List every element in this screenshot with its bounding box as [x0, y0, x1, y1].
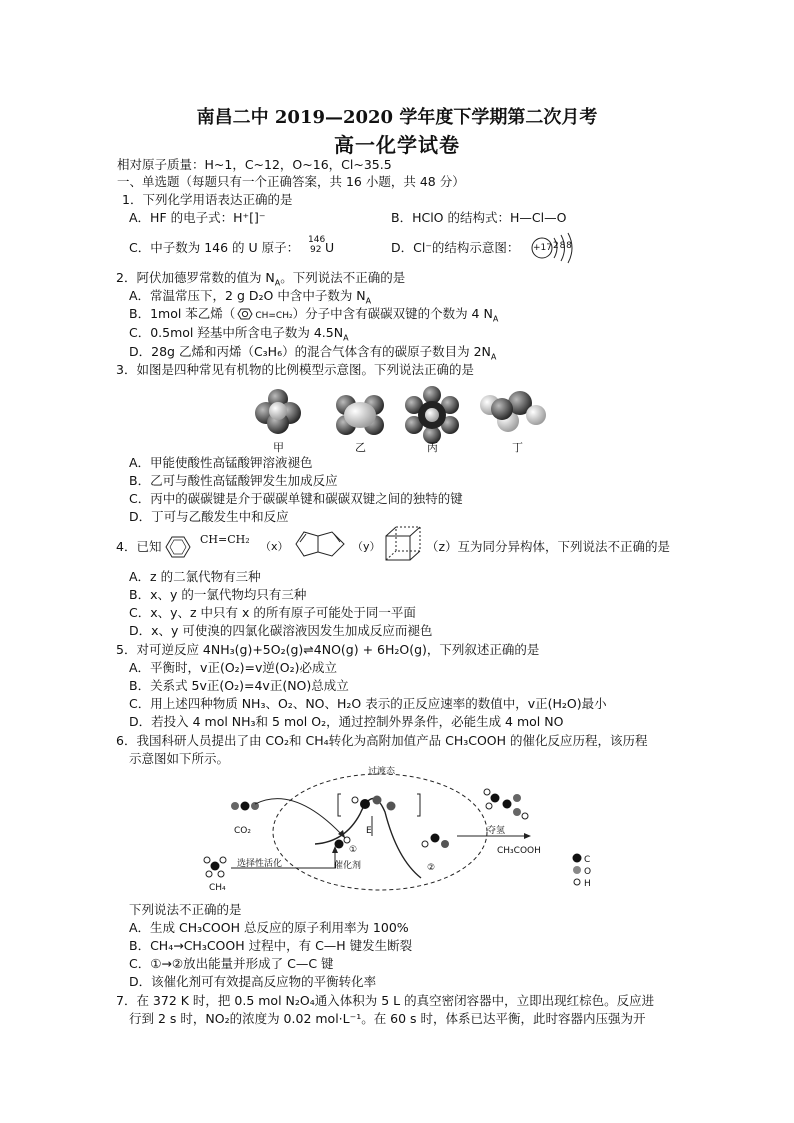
styrene-vinyl-label: CH=CH₂: [200, 533, 250, 546]
step2-label: ②: [427, 863, 436, 873]
q4-stem-start: 4．已知: [116, 539, 162, 554]
q5-option-d: D．若投入 4 mol NH₃和 5 mol O₂，通过控制外界条件，必能生成 4 mol NO: [129, 714, 564, 729]
q1-atomic-number: 92: [310, 245, 322, 255]
q3-option-a: A．甲能使酸性高锰酸钾溶液褪色: [129, 455, 313, 470]
q7-line2: 行到 2 s 时，NO₂的浓度为 0.02 mol·L⁻¹。在 60 s 时，体系已达平衡，此时容器内压强为开: [129, 1011, 646, 1026]
q6-stem-line2: 示意图如下所示。: [129, 751, 230, 766]
legend-h: H: [584, 879, 591, 889]
q5-option-c: C．用上述四种物质 NH₃、O₂、NO、H₂O 表示的正反应速率的数值中，v正(H₂O)最小: [129, 696, 607, 711]
benzene-model: [405, 386, 459, 444]
q3-option-d: D．丁可与乙酸发生中和反应: [129, 509, 289, 524]
ethanol-model: [480, 391, 546, 432]
page-subtitle: 高一化学试卷: [334, 133, 460, 157]
q4-option-d: D．x、y 可使溴的四氯化碳溶液因发生加成反应而褪色: [129, 623, 433, 638]
transition-region: [273, 774, 487, 890]
benzene-ring-icon: [235, 308, 255, 320]
q3-stem: 3．如图是四种常见有机物的比例模型示意图。下列说法正确的是: [116, 362, 474, 377]
q1-option-c: C．中子数为 146 的 U 原子：: [129, 240, 300, 255]
hydrogen-capture-label: 夺氢: [487, 826, 506, 836]
q1-option-a: A．HF 的电子式：H⁺[]⁻: [129, 210, 266, 225]
q6-stem-line1: 6．我国科研人员提出了由 CO₂和 CH₄转化为高附加值产品 CH₃COOH 的催化反应历程，该历程: [116, 733, 648, 748]
catalyst-label: 催化剂: [334, 861, 362, 871]
cubane-structure: [382, 524, 426, 564]
model-label-bing: 丙: [427, 441, 438, 454]
q1-symbol: U: [325, 240, 335, 255]
q4-option-b: B．x、y 的一氯代物均只有三种: [129, 587, 307, 602]
q1-option-d: D．Cl⁻的结构示意图：: [391, 240, 520, 255]
q3-option-c: C．丙中的碳碳键是介于碳碳单键和碳碳双键之间的独特的键: [129, 491, 463, 506]
label-y: （y）: [352, 540, 381, 553]
atomic-masses: 相对原子质量：H~1，C~12，O~16，Cl~35.5: [117, 157, 392, 172]
reaction-mechanism-figure: [195, 764, 605, 896]
q5-option-b: B．关系式 5v正(O₂)=4v正(NO)总成立: [129, 678, 349, 693]
co2-label: CO₂: [234, 826, 251, 836]
model-label-jia: 甲: [273, 441, 284, 454]
co2-arrow: [255, 799, 345, 838]
page-title: 南昌二中 2019—2020 学年度下学期第二次月考: [196, 107, 598, 128]
q1-mass-number: 146: [308, 235, 326, 245]
q4-option-c: C．x、y、z 中只有 x 的所有原子可能处于同一平面: [129, 605, 416, 620]
q5-stem: 5．对可逆反应 4NH₃(g)+5O₂(g)⇌4NO(g) + 6H₂O(g)，下列叙述正确的是: [116, 642, 540, 657]
q4-option-a: A．z 的二氯代物有三种: [129, 569, 261, 584]
cl-nucleus-label: +17: [533, 243, 552, 253]
section-heading: 一、单选题（每题只有一个正确答案，共 16 小题，共 48 分）: [117, 174, 465, 189]
styrene-structure: [162, 530, 202, 560]
q2-option-a: A．常温常压下，2 g D₂O 中含中子数为 $N_A$: [129, 288, 372, 306]
label-x: （x）: [260, 540, 289, 553]
q4-stem-end: （z）互为同分异构体，下列说法不正确的是: [426, 539, 671, 554]
q2-stem: 2．阿伏加德罗常数的值为 $N_A$。下列说法不正确的是: [116, 270, 406, 288]
selective-activation-label: 选择性活化: [237, 859, 283, 869]
q1-option-b: B．HClO 的结构式：H—Cl—O: [391, 210, 567, 225]
cl-shell-electrons: 2 8 8: [553, 241, 571, 251]
q2-option-d: D．28g 乙烯和丙烯（C₃H₆）的混合气体含有的碳原子数目为 $2N_A$: [129, 344, 497, 362]
q5-option-a: A．平衡时，v正(O₂)=v逆(O₂)必成立: [129, 660, 338, 675]
model-label-ding: 丁: [512, 441, 523, 454]
molecule-models-figure: [250, 383, 550, 449]
q6-lead: 下列说法不正确的是: [129, 902, 242, 917]
transition-state-label: 过渡态: [368, 767, 396, 777]
q6-option-b: B．CH₄→CH₃COOH 过程中，有 C—H 键发生断裂: [129, 938, 413, 953]
q1-stem: 1．下列化学用语表达正确的是: [122, 192, 293, 207]
q7-line1: 7．在 372 K 时，把 0.5 mol N₂O₄通入体积为 5 L 的真空密闭容器中，立即出现红棕色。反应进: [116, 993, 655, 1008]
model-label-yi: 乙: [355, 441, 366, 454]
q6-option-d: D．该催化剂可有效提高反应物的平衡转化率: [129, 974, 377, 989]
energy-label: E: [366, 826, 372, 836]
q6-option-a: A．生成 CH₃COOH 总反应的原子利用率为 100%: [129, 920, 409, 935]
q3-option-b: B．乙可与酸性高锰酸钾发生加成反应: [129, 473, 338, 488]
ethylene-model: [336, 395, 384, 435]
bicyclic-diene-structure: [292, 526, 352, 562]
legend-o: O: [584, 867, 592, 877]
step1-label: ①: [349, 845, 358, 855]
methane-model: [255, 389, 301, 434]
q6-option-c: C．①→②放出能量并形成了 C—C 键: [129, 956, 334, 971]
legend-c: C: [584, 855, 591, 865]
q2-option-c: C．0.5mol 羟基中所含电子数为 $4.5N_A$: [129, 325, 349, 343]
product-label: CH₃COOH: [497, 846, 541, 856]
ch4-label: CH₄: [209, 883, 226, 893]
q2-option-b: B．1mol 苯乙烯（ CH=CH₂）分子中含有碳碳双键的个数为 4 $N_A$: [129, 306, 499, 324]
